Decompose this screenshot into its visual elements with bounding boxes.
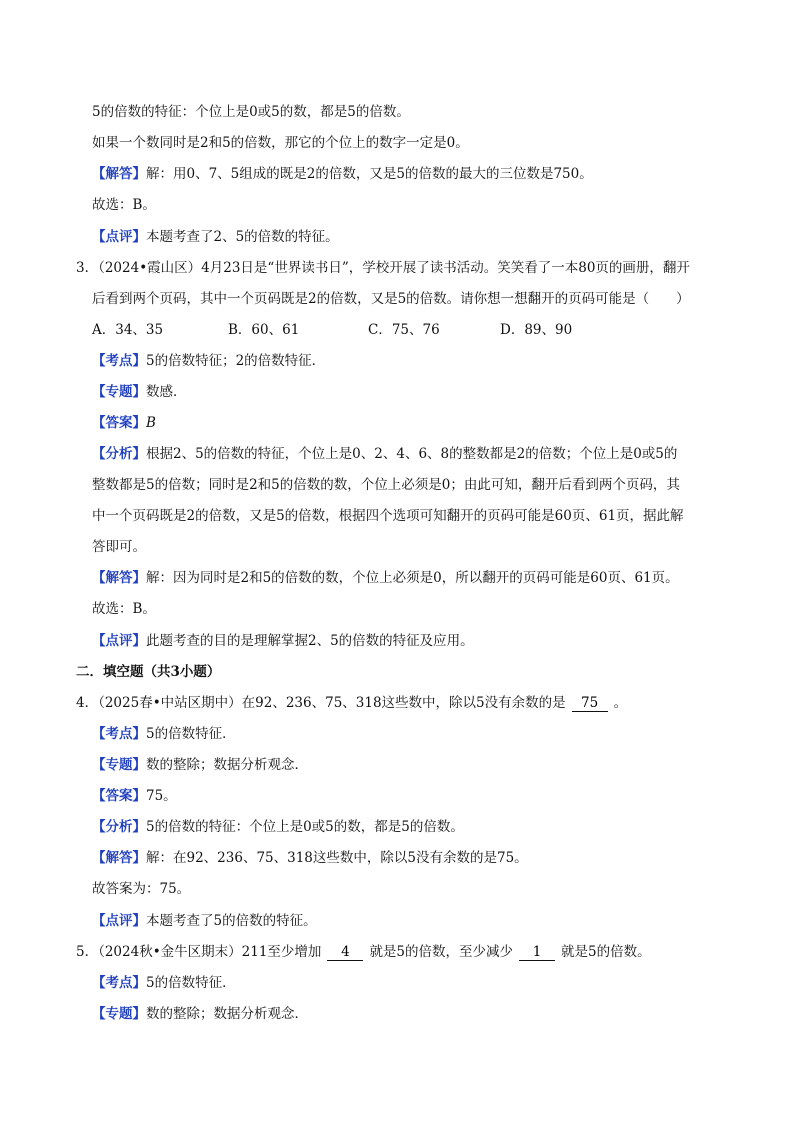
q4-zhuanti-text: 数的整除；数据分析观念． <box>146 757 308 773</box>
q4-solution-text: 解：在92、236、75、318这些数中，除以5没有余数的是75。 <box>146 850 528 866</box>
q3-review-text: 此题考查的目的是理解掌握2、5的倍数的特征及应用。 <box>146 633 474 649</box>
fenxi-tag: 【分析】 <box>92 446 146 462</box>
q3-analysis-line-3: 中一个页码既是2的倍数，又是5的倍数，根据四个选项可知翻开的页码可能是60页、61页，据此解 <box>92 508 684 524</box>
dianping-tag: 【点评】 <box>92 633 146 649</box>
q5-kaodian-line <box>92 973 236 993</box>
q4-solution-line <box>92 848 528 868</box>
q5-zhuanti-text: 数的整除；数据分析观念． <box>146 1006 308 1022</box>
review-line <box>92 227 339 247</box>
q4-stem-end: 。 <box>613 695 628 711</box>
q4-kaodian-text: 5的倍数特征． <box>146 726 236 742</box>
q3-analysis-line-4: 答即可。 <box>92 539 146 555</box>
q5-stem-line <box>76 942 651 962</box>
dianping-tag: 【点评】 <box>92 229 146 245</box>
q3-analysis-line-1 <box>92 444 677 464</box>
q4-stem-line <box>76 693 627 713</box>
feature-text: 5的倍数的特征：个位上是0或5的数，都是5的倍数。 <box>92 104 410 120</box>
jieda-tag: 【解答】 <box>92 166 146 182</box>
q3-zhuanti-line <box>92 382 187 402</box>
q3-analysis-text-1: 根据2、5的倍数的特征，个位上是0、2、4、6、8的整数都是2的倍数；个位上是0或5的 <box>146 446 678 462</box>
q3-kaodian-text: 5的倍数特征；2的倍数特征． <box>146 353 326 369</box>
q5-stem-text-2: 就是5的倍数，至少减少 <box>369 944 514 960</box>
q4-review-text: 本题考查了5的倍数的特征。 <box>146 913 317 929</box>
kaodian-tag: 【考点】 <box>92 975 146 991</box>
q4-answer-text: 75。 <box>146 788 177 804</box>
q3-analysis-line-2: 整数都是5的倍数；同时是2和5的倍数的数，个位上必须是0；由此可知，翻开后看到两个页码，其 <box>92 477 680 493</box>
q5-answer-blank-1: 4 <box>327 944 363 961</box>
kaodian-tag: 【考点】 <box>92 353 146 369</box>
q4-zhuanti-line <box>92 755 308 775</box>
section-heading: 二．填空题（共3小题） <box>76 664 221 680</box>
q3-solution-text: 解：因为同时是2和5的倍数的数，个位上必须是0，所以翻开的页码可能是60页、61页。 <box>146 570 679 586</box>
solution-line <box>92 164 593 184</box>
q4-kaodian-line <box>92 724 236 744</box>
q5-kaodian-text: 5的倍数特征． <box>146 975 236 991</box>
q3-review-line <box>92 631 474 651</box>
dianping-tag: 【点评】 <box>92 913 146 929</box>
q3-kaodian-line <box>92 351 325 371</box>
q4-analysis-line <box>92 817 464 837</box>
q3-zhuanti-text: 数感． <box>146 384 187 400</box>
q3-option-c: C．75、76 <box>368 322 440 338</box>
zhuanti-tag: 【专题】 <box>92 1006 146 1022</box>
solution-text: 解：用0、7、5组成的既是2的倍数，又是5的倍数的最大的三位数是750。 <box>146 166 593 182</box>
q3-option-a: A．34、35 <box>92 322 164 338</box>
q5-stem-text-1: 5．（2024秋•金牛区期末）211至少增加 <box>76 944 322 960</box>
q3-stem-line-2: 后看到两个页码，其中一个页码既是2的倍数，又是5的倍数。请你想一想翻开的页码可能是（ ） <box>92 291 690 307</box>
q4-fill-line: 故答案为：75。 <box>92 881 191 897</box>
choice-line: 故选：B。 <box>92 197 156 213</box>
feature-text-2: 如果一个数同时是2和5的倍数，那它的个位上的数字一定是0。 <box>92 135 469 151</box>
kaodian-tag: 【考点】 <box>92 726 146 742</box>
q4-analysis-text: 5的倍数的特征：个位上是0或5的数，都是5的倍数。 <box>146 819 464 835</box>
q3-option-b: B．60、61 <box>228 322 300 338</box>
q5-answer-blank-2: 1 <box>519 944 555 961</box>
fenxi-tag: 【分析】 <box>92 819 146 835</box>
q4-answer-line <box>92 786 177 806</box>
daan-tag: 【答案】 <box>92 415 146 431</box>
q4-stem-text: 4．（2025春•中站区期中）在92、236、75、318这些数中，除以5没有余数的是 <box>76 695 566 711</box>
jieda-tag: 【解答】 <box>92 570 146 586</box>
q3-solution-line <box>92 568 679 588</box>
q4-review-line <box>92 911 317 931</box>
zhuanti-tag: 【专题】 <box>92 757 146 773</box>
daan-tag: 【答案】 <box>92 788 146 804</box>
q3-stem-line-1: 3．（2024•霞山区）4月23日是“世界读书日”，学校开展了读书活动。笑笑看了一本80页的画册，翻开 <box>76 260 690 276</box>
q5-stem-text-3: 就是5的倍数。 <box>561 944 651 960</box>
q3-answer-line <box>92 413 156 433</box>
q5-zhuanti-line <box>92 1004 308 1024</box>
review-text: 本题考查了2、5的倍数的特征。 <box>146 229 339 245</box>
q4-answer-blank: 75 <box>572 695 608 712</box>
jieda-tag: 【解答】 <box>92 850 146 866</box>
q3-answer-text: B <box>146 415 156 431</box>
q3-option-d: D．89、90 <box>500 322 573 338</box>
q3-choice-line: 故选：B。 <box>92 601 156 617</box>
zhuanti-tag: 【专题】 <box>92 384 146 400</box>
